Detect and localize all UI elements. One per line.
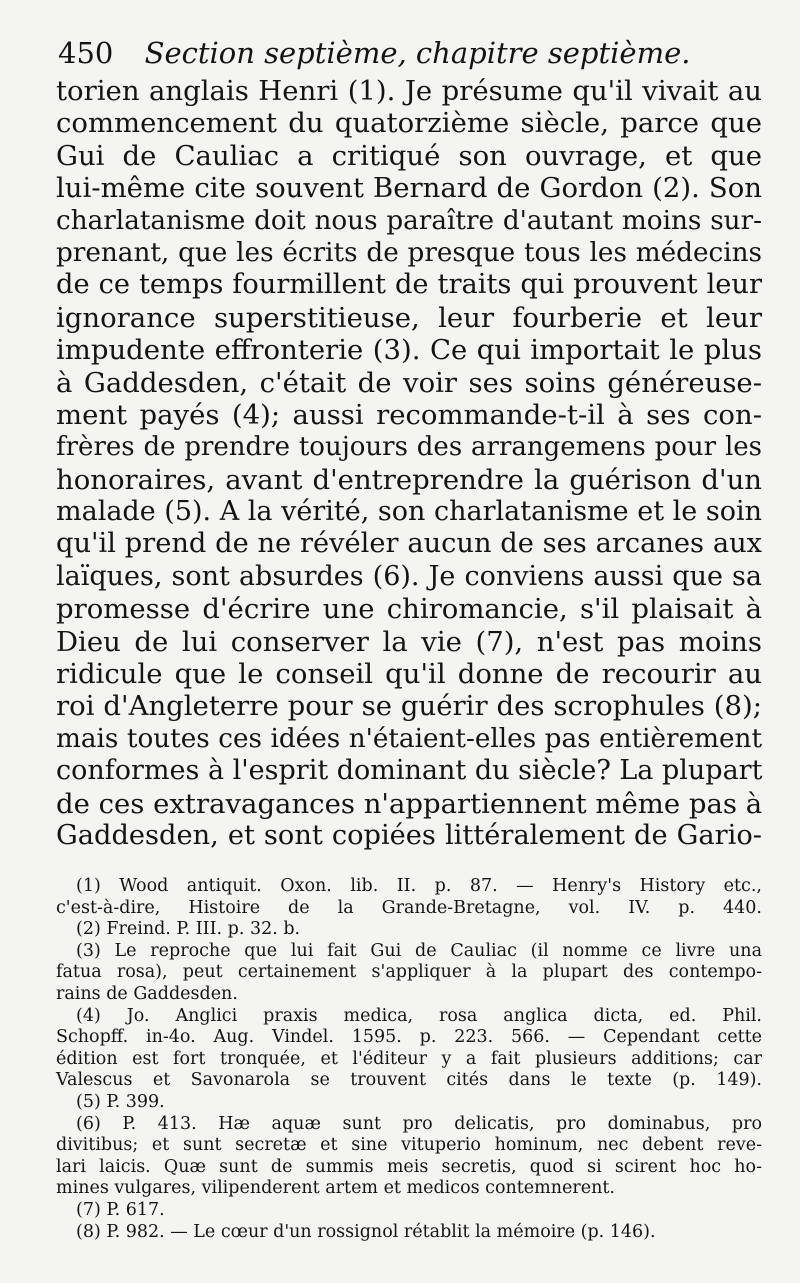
text-line: charlatanisme doit nous paraître d'autant moins sur-	[56, 205, 762, 236]
footnote-4-cont: Valescus et Savonarola se trouvent cités dans le texte (p. 149).	[56, 1070, 762, 1091]
footnote-4-cont: édition est fort tronquée, et l'éditeur y a fait plusieurs additions; car	[56, 1048, 762, 1069]
footnote-3-end: rains de Gaddesden.	[56, 983, 238, 1004]
footnote-4-cont: Schopff. in-4o. Aug. Vindel. 1595. p. 223. 566. — Cependant cette	[56, 1027, 762, 1048]
text-line: roi d'Angleterre pour se guérir des scrophules (8);	[56, 690, 762, 723]
text-line: à Gaddesden, c'était de voir ses soins généreuse-	[56, 366, 762, 399]
text-line: conformes à l'esprit dominant du siècle? La plupart	[56, 755, 763, 787]
running-title: Section septième, chapitre septième.	[144, 36, 691, 70]
text-line: qu'il prend de ne révéler aucun de ses arcanes aux	[56, 528, 762, 560]
body-text	[56, 75, 762, 852]
text-line: frères de prendre toujours des arrangemens pour les	[56, 432, 762, 463]
footnote-3: (3) Le reproche que lui fait Gui de Cauliac (il nomme ce livre una	[76, 940, 762, 961]
text-line: ridicule que le conseil qu'il donne de recourir au	[56, 658, 762, 691]
footnote-6-end: mines vulgares, vilipenderent artem et medicos contemnerent.	[56, 1178, 615, 1199]
footnotes	[56, 876, 762, 1243]
text-line: honoraires, avant d'entreprendre la guérison d'un	[56, 463, 762, 496]
text-line: ignorance superstitieuse, leur fourberie et leur	[56, 301, 762, 334]
text-line: mais toutes ces idées n'étaient-elles pas entièrement	[56, 723, 762, 754]
page-number: 450	[58, 36, 114, 70]
footnote-1: (1) Wood antiquit. Oxon. lib. II. p. 87. — Henry's History etc.,	[76, 876, 762, 896]
text-line: de ces extravagances n'appartiennent même pas à	[56, 787, 763, 820]
text-line: Gui de Cauliac a critiqué son ouvrage, et que	[56, 139, 762, 172]
text-line: commencement du quatorzième siècle, parce que	[56, 107, 762, 140]
footnote-5: (5) P. 399.	[76, 1091, 165, 1112]
footnote-6: (6) P. 413. Hæ aquæ sunt pro delicatis, pro dominabus, pro	[76, 1113, 762, 1134]
page-header	[58, 36, 758, 76]
text-line: Gaddesden, et sont copiées littéralement de Gario-	[56, 819, 762, 851]
footnote-2: (2) Freind. P. III. p. 32. b.	[76, 919, 301, 940]
text-line: lui-même cite souvent Bernard de Gordon (2). Son	[56, 172, 762, 205]
footnote-1-cont: c'est-à-dire, Histoire de la Grande-Bretagne, vol. IV. p. 440.	[56, 897, 762, 918]
text-line: malade (5). A la vérité, son charlatanisme et le soin	[56, 496, 762, 528]
text-line: ment payés (4); aussi recommande-t-il à ses con-	[56, 398, 762, 431]
footnote-4: (4) Jo. Anglici praxis medica, rosa anglica dicta, ed. Phil.	[76, 1005, 762, 1026]
text-line: torien anglais Henri (1). Je présume qu'il vivait au	[56, 75, 762, 107]
text-line: de ce temps fourmillent de traits qui prouvent leur	[56, 269, 762, 301]
footnote-3-cont: fatua rosa), peut certainement s'appliquer à la plupart des contempo-	[56, 962, 762, 983]
text-line: laïques, sont absurdes (6). Je conviens aussi que sa	[56, 560, 762, 592]
text-line: prenant, que les écrits de presque tous les médecins	[56, 237, 762, 268]
text-line: promesse d'écrire une chiromancie, s'il plaisait à	[56, 593, 762, 626]
text-line: Dieu de lui conserver la vie (7), n'est pas moins	[56, 625, 762, 658]
footnote-8: (8) P. 982. — Le cœur d'un rossignol rétablit la mémoire (p. 146).	[76, 1221, 656, 1242]
text-line: impudente effronterie (3). Ce qui importait le plus	[56, 334, 762, 367]
footnote-6-cont: divitibus; et sunt secretæ et sine vituperio hominum, nec debent reve-	[56, 1135, 762, 1156]
footnote-7: (7) P. 617.	[76, 1199, 165, 1220]
footnote-6-cont: lari laicis. Quæ sunt de summis meis secretis, quod si scirent hoc ho-	[56, 1156, 762, 1177]
